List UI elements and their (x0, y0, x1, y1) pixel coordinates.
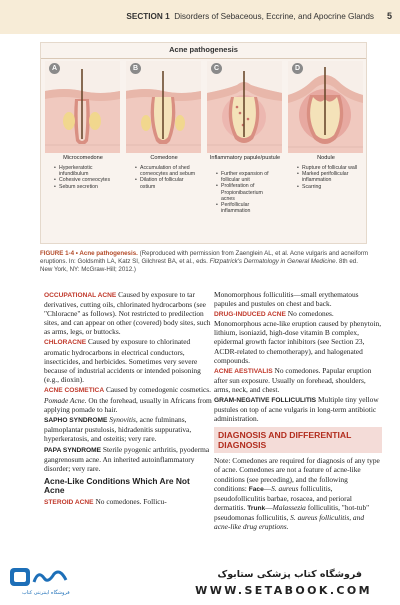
entry-sapho-syndrome: SAPHO SYNDROME Synovitis, acne fulminans, palmoplantar pustulosis, hidradenitis suppurativa, hyperkeratosis, and osteitis; very rare. (44, 415, 192, 444)
panel-name: Comedone (150, 155, 178, 161)
entry-acne-cosmetica: ACNE COSMETICA Caused by comedogenic cosmetics. (44, 384, 212, 394)
panel-points (54, 165, 116, 190)
entry-steroid-acne: STEROID ACNE No comedones. Follicu- (44, 496, 167, 506)
skin-illustration (126, 61, 201, 153)
panel-point: • Scarring (297, 184, 359, 190)
logo-subtitle: فروشگاه اینترنتی کتاب (22, 590, 70, 596)
panel-letter: C (211, 63, 222, 74)
panel-point: • Rupture of follicular wall (297, 165, 359, 171)
panel-points (216, 171, 278, 214)
panel-nodule (288, 61, 363, 239)
panel-letter: A (49, 63, 60, 74)
panel-point: • Marked perifollicular inflammation (297, 171, 359, 183)
figure-acne-pathogenesis (40, 42, 367, 244)
panel-points (297, 165, 359, 190)
figure-caption: FIGURE 1-4 • Acne pathogenesis. (Reproduced with permission from Zaenglein AL, et al. Acne vulgaris and acneiform eruptions. In: Goldsmith LA, Katz SI, Gilchrest BA, et al., eds. Fitzpatrick's Dermatology in General Medicine. 8th ed. New York, NY: McGraw-Hill; 2012.) (40, 250, 368, 273)
page-number: 5 (386, 11, 392, 21)
panel-point: • Hyperkeratotic infundibulum (54, 165, 116, 177)
watermark-footer (0, 566, 400, 603)
entry-acne-aestivalis: ACNE AESTIVALIS No comedones. Papular eruption after sun exposure. Usually on forehead, shoulders, arms, neck, and chest. (214, 365, 372, 394)
entry-pomade-acne: Pomade Acne. On the forehead, usually in Africans from applying pomade to hair. (44, 396, 212, 415)
panel-point: • Further expansion of follicular unit (216, 171, 278, 183)
skin-illustration (207, 61, 282, 153)
panel-microcomedone (45, 61, 120, 239)
panel-letter: B (130, 63, 141, 74)
entry-continuation: Monomorphous folliculitis—small erythematous papules and pustules on chest and back. (214, 290, 359, 309)
panel-name: Nodule (317, 155, 335, 161)
panel-comedone (126, 61, 201, 239)
section-heading-diagnosis: DIAGNOSIS AND DIFFERENTIAL DIAGNOSIS (214, 427, 382, 453)
panel-point: • Dilation of follicular ostium (135, 177, 197, 189)
section-heading: SECTION 1 Disorders of Sebaceous, Eccrine, and Apocrine Glands (126, 12, 374, 21)
entry-drug-induced-acne: DRUG-INDUCED ACNE No comedones. Monomorphous acne-like eruption caused by phenytoin, lithium, isoniazid, high-dose vitamin B complex, epidermal growth factor inhibitors (see Section 23, ACDR-related to chemotherapy), and halogenated compounds. (214, 309, 382, 365)
panel-points (135, 165, 197, 190)
figure-title: Acne pathogenesis (169, 45, 238, 54)
setabook-logo (8, 566, 78, 600)
panel-point: • Sebum secretion (54, 184, 116, 190)
right-column (214, 290, 382, 532)
store-url[interactable]: WWW.SETABOOK.COM (195, 584, 372, 597)
panel-name: Inflammatory papule/pustule (209, 155, 281, 161)
store-name: فروشگاه کتاب پزشکی ستابوک (217, 569, 362, 580)
entry-occupational-acne: OCCUPATIONAL ACNE Caused by exposure to tar derivatives, cutting oils, chlorinated hydrocarbons (see "Chloracne" as follows). Not restricted to predilection sites, and can appear on other (covered) body sites, such as arms, legs, or buttocks. (44, 290, 211, 337)
skin-illustration (288, 61, 363, 153)
panel-point: • Perifollicular inflammation (216, 202, 278, 214)
panel-letter: D (292, 63, 303, 74)
panel-point: • Accumulation of shed corneocytes and sebum (135, 165, 197, 177)
skin-illustration (45, 61, 120, 153)
subheading-acne-like: Acne-Like Conditions Which Are Not Acne (44, 475, 190, 495)
left-column (44, 290, 212, 508)
diagnosis-note: Note: Comedones are required for diagnosis of any type of acne. Comedones are not a feature of acne-like conditions (see preceding), and the following conditions: Face—S. aureus folliculitis, pseudofolliculitis barbae, rosacea, and perioral dermatitis. Trunk—Malassezia folliculitis, "hot-tub" pseudomonas folliculitis, S. aureus folliculitis, and acne-like drug eruptions. (214, 456, 380, 531)
entry-gram-negative: GRAM-NEGATIVE FOLLICULITIS Multiple tiny yellow pustules on top of acne vulgaris in long-term antibiotic administration. (214, 395, 379, 424)
panel-point: • Proliferation of Propionibacterium acnes (216, 183, 278, 202)
page-header (0, 0, 400, 34)
entry-papa-syndrome: PAPA SYNDROME Sterile pyogenic arthritis, pyoderma gangrenosum acne. An inherited autoinflammatory disorder; very rare. (44, 444, 210, 473)
entry-chloracne: CHLORACNE Caused by exposure to chlorinated aromatic hydrocarbons in electrical conductors, insecticides, and herbicides. Sometimes very severe because of industrial accidents or intended poisoning (e.g., dioxin). (44, 337, 201, 384)
panel-name: Microcomedone (63, 155, 103, 161)
panel-point: • Cohesive corneocytes (54, 177, 116, 183)
panel-inflammatory-papule (207, 61, 282, 239)
